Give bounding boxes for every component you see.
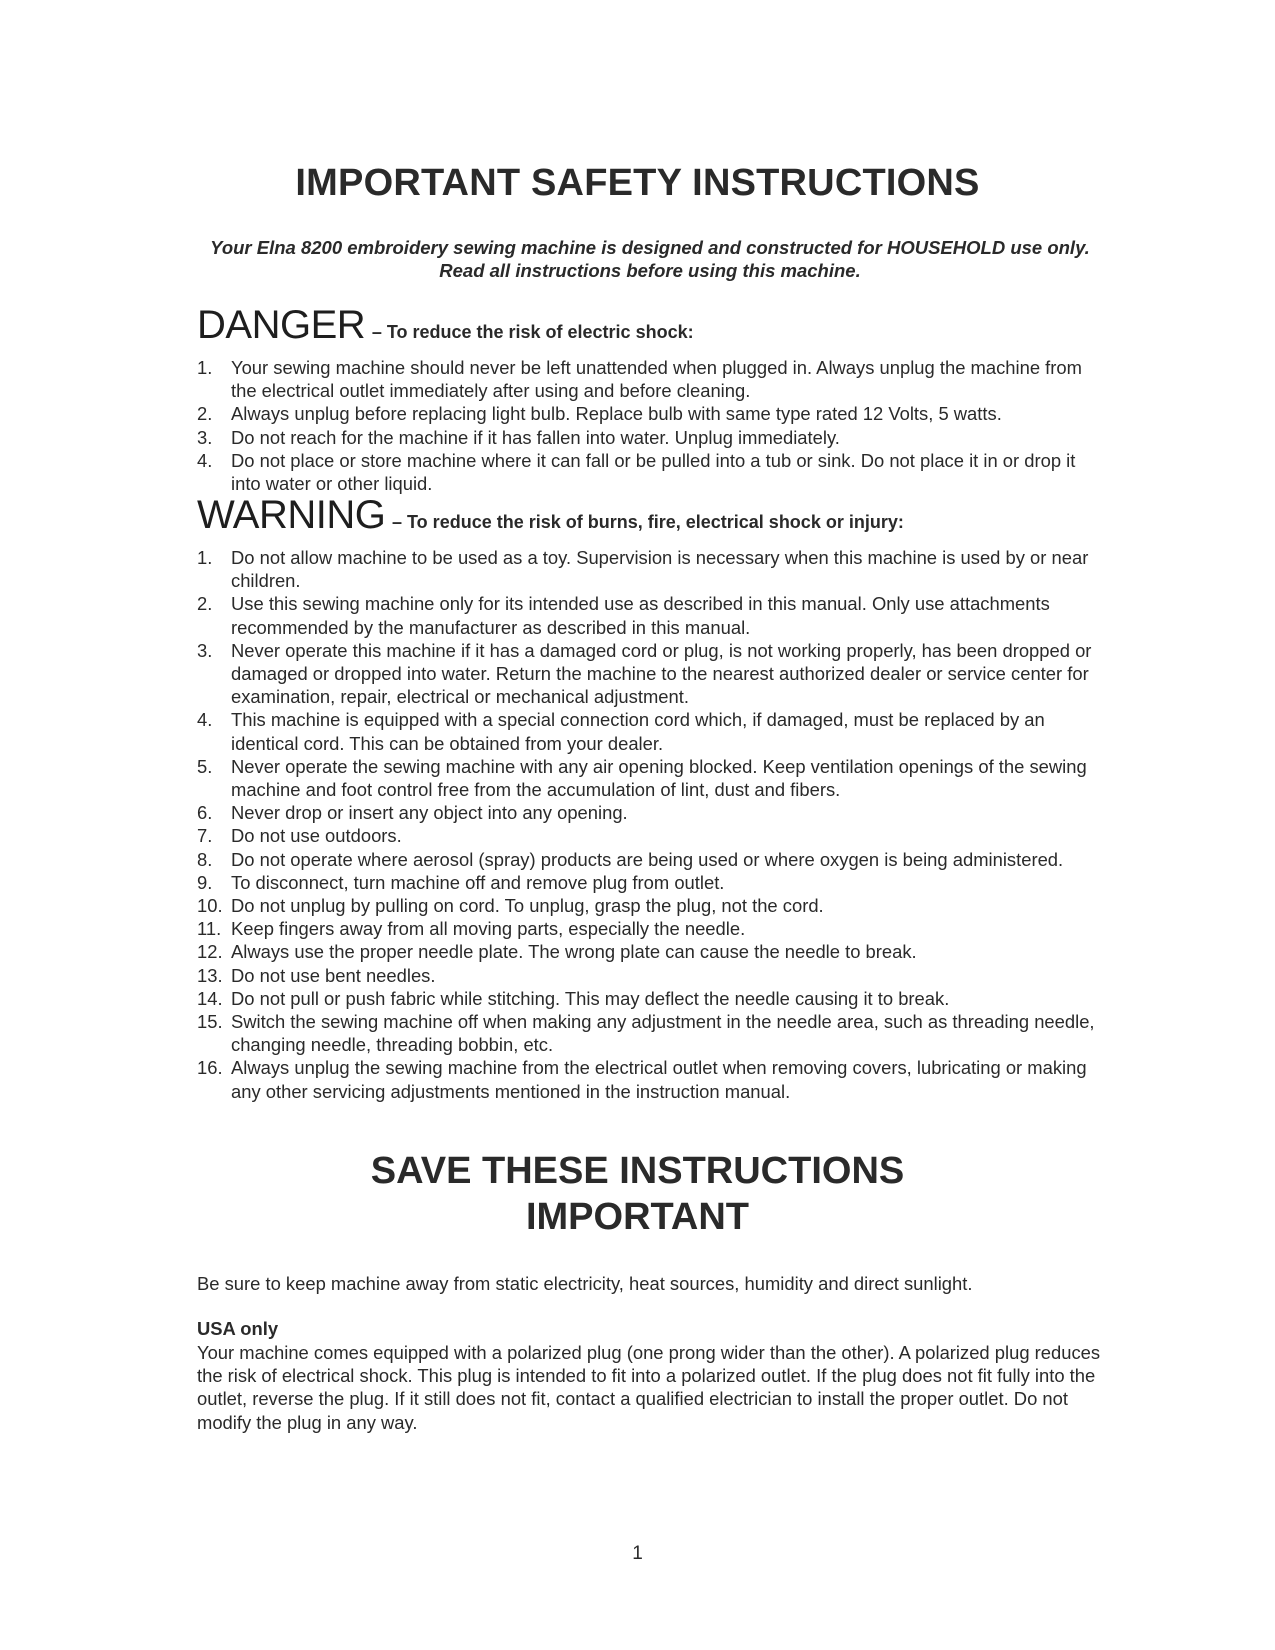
warning-list: [197, 546, 1107, 1103]
item-text: Never operate the sewing machine with any air opening blocked. Keep ventilation openings of the sewing machine and foot control free from the accumulation of lint, dust and fibers.: [231, 755, 1087, 801]
item-text: Always unplug before replacing light bulb. Replace bulb with same type rated 12 Volts, 5 watts.: [231, 403, 1002, 425]
item-number: 3.: [197, 639, 213, 661]
list-item: [197, 1056, 1107, 1102]
item-number: 6.: [197, 802, 213, 824]
item-text: Do not unplug by pulling on cord. To unplug, grasp the plug, not the cord.: [231, 895, 824, 917]
item-number: 5.: [197, 755, 213, 777]
item-text: This machine is equipped with a special connection cord which, if damaged, must be replaced by an identical cord. This can be obtained from your dealer.: [231, 709, 1045, 754]
list-item: [197, 356, 1107, 402]
danger-heading: [197, 303, 694, 348]
list-item: [197, 894, 1107, 917]
item-text: Keep fingers away from all moving parts, especially the needle.: [231, 918, 746, 940]
list-item: [197, 755, 1107, 801]
warning-heading: [197, 493, 904, 538]
item-number: 9.: [197, 871, 213, 893]
list-item: [197, 708, 1107, 754]
list-item: [197, 917, 1107, 940]
item-text: Do not place or store machine where it can fall or be pulled into a tub or sink. Do not place it in or drop it into water or other liquid.: [231, 449, 1076, 495]
item-number: 1.: [197, 547, 213, 568]
item-number: 12.: [197, 941, 223, 963]
intro-statement: Your Elna 8200 embroidery sewing machine is designed and constructed for HOUSEHOLD use only. Read all instructions before using this machine.: [210, 237, 1090, 281]
item-number: 3.: [197, 426, 213, 448]
list-item: [197, 449, 1107, 495]
danger-subheading: – To reduce the risk of electric shock:: [371, 322, 694, 342]
item-text: Do not allow machine to be used as a toy. Supervision is necessary when this machine is used by or near children.: [231, 547, 1089, 592]
item-number: 10.: [197, 895, 223, 917]
save-line-2: IMPORTANT: [525, 1196, 750, 1238]
list-item: [197, 1010, 1107, 1056]
item-text: Switch the sewing machine off when making any adjustment in the needle area, such as threading needle, changing needle, threading bobbin, etc.: [231, 1011, 1095, 1056]
item-number: 2.: [197, 403, 213, 425]
item-text: Do not reach for the machine if it has fallen into water. Unplug immediately.: [231, 426, 840, 448]
page-number: 1: [632, 1543, 643, 1564]
item-text: Never operate this machine if it has a damaged cord or plug, is not working properly, has been dropped or damaged or dropped into water. Return the machine to the nearest authorized dealer or service center for examination, repair, electrical or mechanical adjustment.: [231, 639, 1092, 708]
list-item: [197, 964, 1107, 987]
list-item: [197, 824, 1107, 847]
warning-subheading: – To reduce the risk of burns, fire, electrical shock or injury:: [392, 512, 904, 532]
item-text: Do not pull or push fabric while stitching. This may deflect the needle causing it to break.: [231, 987, 950, 1009]
list-item: [197, 940, 1107, 963]
item-text: Use this sewing machine only for its intended use as described in this manual. Only use attachments recommended by the manufacturer as described in this manual.: [231, 593, 1050, 638]
item-number: 1.: [197, 357, 213, 378]
page-title: IMPORTANT SAFETY INSTRUCTIONS: [295, 162, 980, 204]
item-number: 8.: [197, 848, 213, 870]
item-number: 2.: [197, 593, 213, 615]
item-text: Do not use outdoors.: [231, 825, 402, 847]
list-item: [197, 871, 1107, 894]
keep-away-notice: Be sure to keep machine away from static electricity, heat sources, humidity and direct sunlight.: [197, 1273, 973, 1294]
danger-list: [197, 356, 1107, 495]
item-number: 11.: [197, 918, 222, 940]
list-item: [197, 639, 1107, 709]
item-number: 15.: [197, 1011, 223, 1033]
list-item: [197, 592, 1107, 638]
list-item: [197, 426, 1107, 449]
usa-only-text: Your machine comes equipped with a polarized plug (one prong wider than the other). A polarized plug reduces the risk of electrical shock. This plug is intended to fit into a polarized outlet. If the plug does not fit fully into the outlet, reverse the plug. If it still does not fit, contact a qualified electrician to install the proper outlet. Do not modify the plug in any way.: [197, 1342, 1101, 1433]
item-number: 7.: [197, 825, 213, 847]
list-item: [197, 801, 1107, 824]
item-text: Never drop or insert any object into any opening.: [231, 802, 628, 824]
item-text: Your sewing machine should never be left unattended when plugged in. Always unplug the machine from the electrical outlet immediately after using and before cleaning.: [231, 357, 1082, 402]
usa-only-heading: USA only: [197, 1318, 279, 1339]
list-item: [197, 546, 1107, 592]
item-text: Do not use bent needles.: [231, 964, 436, 986]
list-item: [197, 848, 1107, 871]
item-number: 13.: [197, 964, 223, 986]
save-line-1: SAVE THESE INSTRUCTIONS: [370, 1150, 905, 1192]
item-number: 4.: [197, 709, 213, 731]
list-item: [197, 402, 1107, 425]
item-number: 4.: [197, 449, 213, 471]
item-number: 16.: [197, 1057, 223, 1079]
danger-label: DANGER: [197, 303, 366, 347]
item-number: 14.: [197, 987, 223, 1009]
item-text: Always use the proper needle plate. The wrong plate can cause the needle to break.: [231, 941, 917, 963]
item-text: To disconnect, turn machine off and remove plug from outlet.: [231, 871, 725, 893]
item-text: Do not operate where aerosol (spray) products are being used or where oxygen is being administered.: [231, 848, 1064, 870]
save-instructions-heading: [0, 1148, 1275, 1240]
list-item: [197, 987, 1107, 1010]
warning-label: WARNING: [197, 493, 386, 537]
item-text: Always unplug the sewing machine from the electrical outlet when removing covers, lubricating or making any other servicing adjustments mentioned in the instruction manual.: [231, 1057, 1087, 1102]
